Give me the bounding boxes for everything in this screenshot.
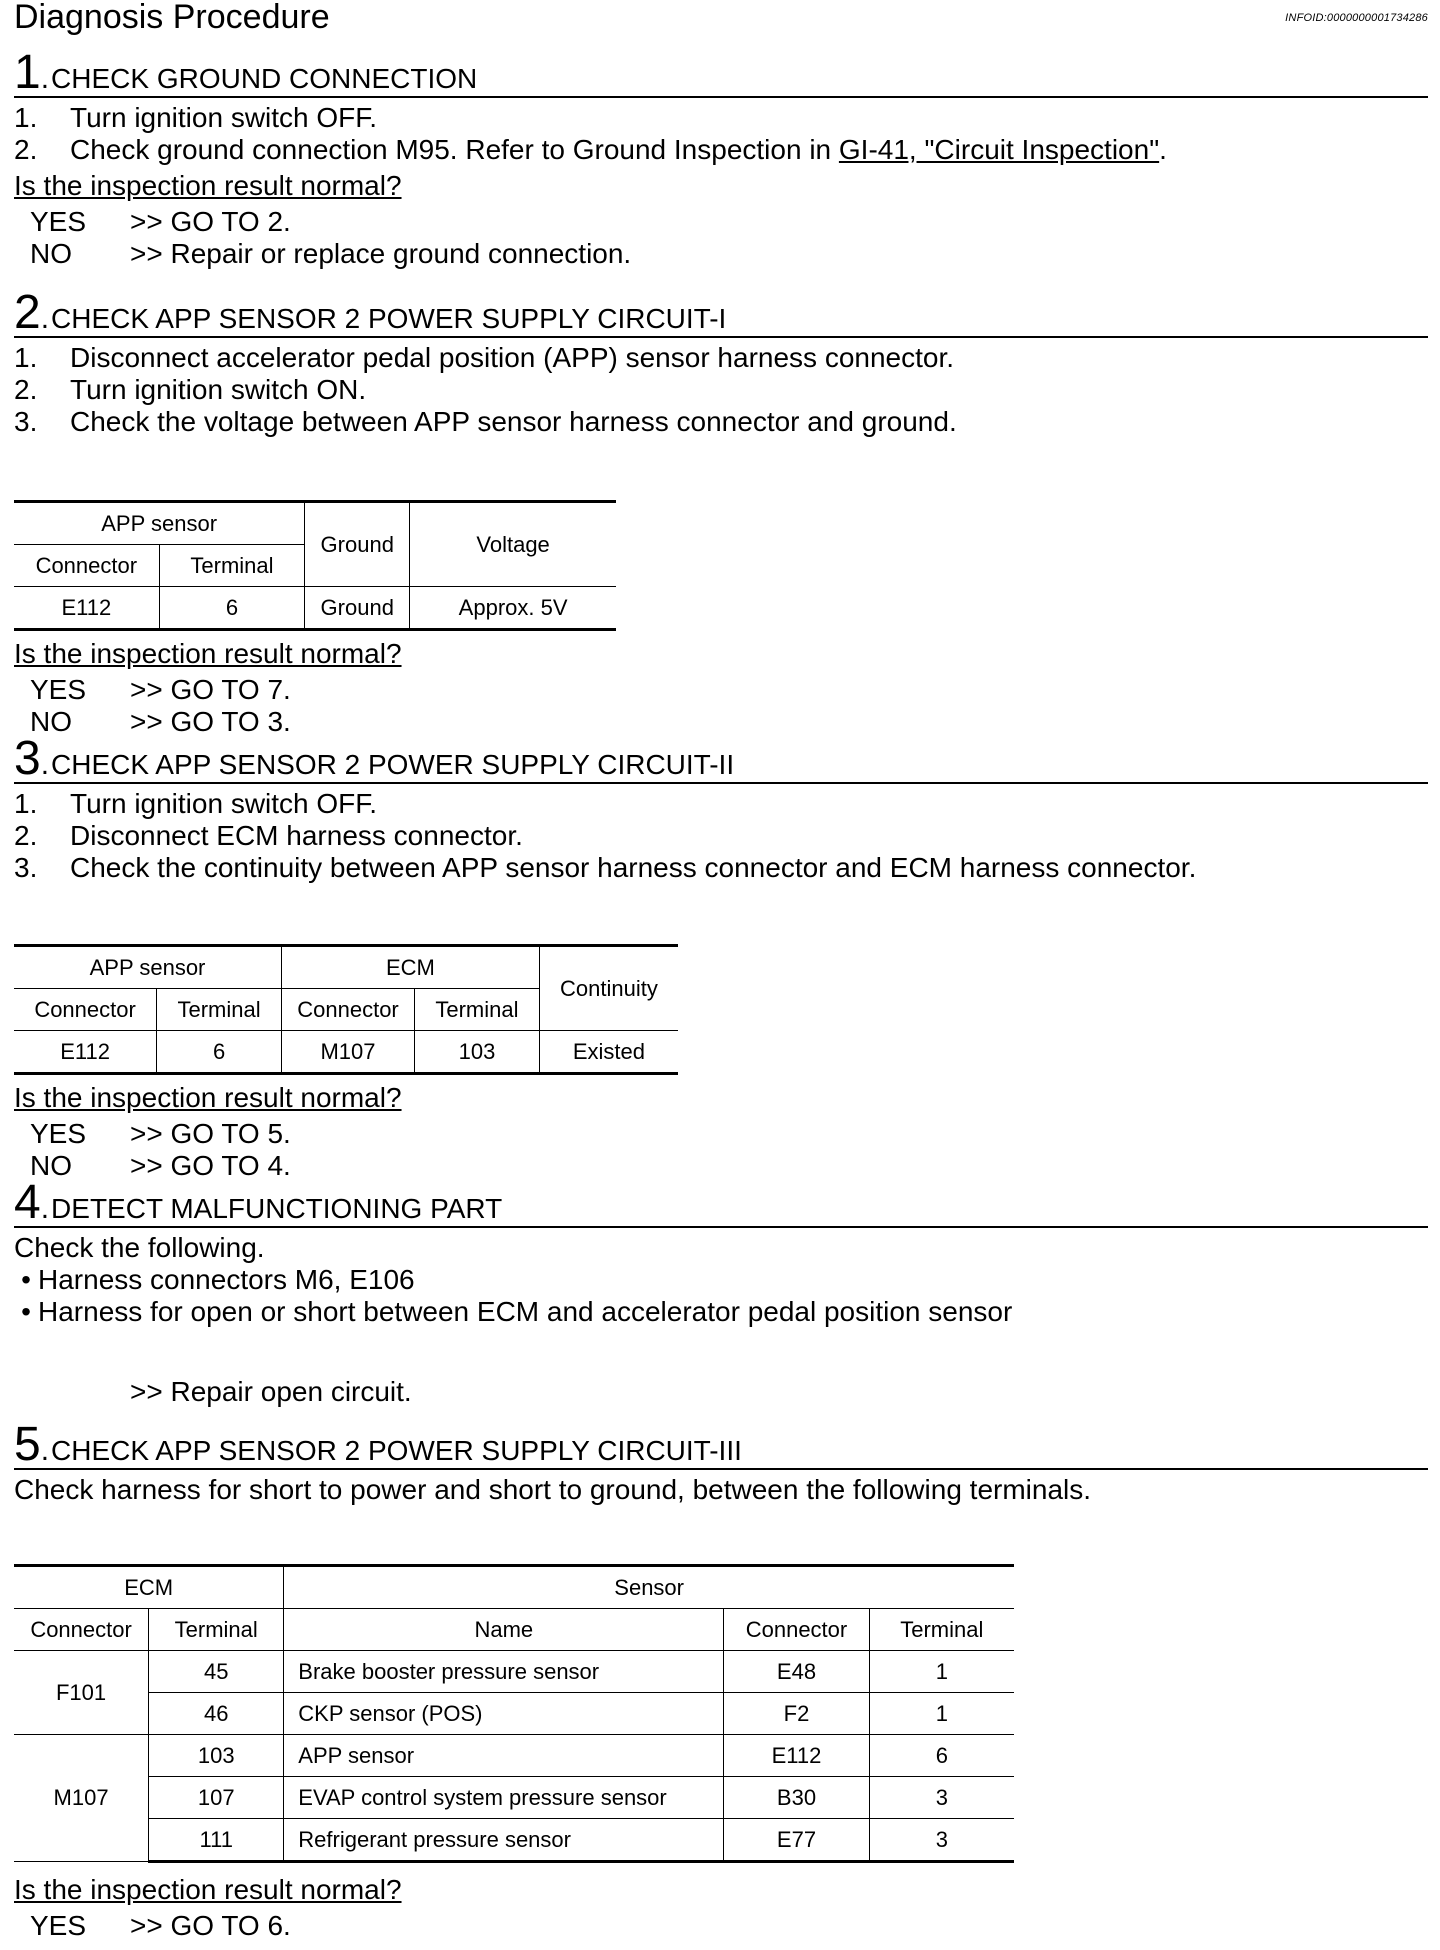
step-2-result [14, 634, 714, 738]
table-header: Connector [14, 1609, 149, 1651]
answer-yes: YES >> GO TO 5. [30, 1118, 291, 1149]
table-header: ECM [282, 946, 540, 989]
repair-result: >> Repair open circuit. [130, 1376, 412, 1407]
list-item: 3. Check the voltage between APP sensor harness connector and ground. [14, 406, 957, 437]
list-item: • Harness for open or short between ECM and accelerator pedal position sensor [21, 1296, 1013, 1327]
step-number: 3 [14, 732, 41, 785]
answer-list [14, 674, 714, 738]
list-item: 2. Turn ignition switch ON. [14, 374, 367, 405]
answer-no: NO >> Repair or replace ground connection. [30, 238, 632, 269]
instruction-list [14, 342, 1428, 438]
table-cell: B30 [724, 1777, 869, 1819]
table-header: Connector [724, 1609, 869, 1651]
table-header: Terminal [149, 1609, 284, 1651]
list-item: 1. Turn ignition switch OFF. [14, 788, 378, 819]
table-cell: Ground [305, 587, 410, 630]
table-row [14, 1819, 1014, 1862]
table-cell: Approx. 5V [410, 587, 616, 630]
table-cell: E112 [14, 587, 159, 630]
answer-no: NO >> GO TO 3. [30, 706, 291, 737]
table-row [14, 1651, 1014, 1693]
step-heading: 2 . CHECK APP SENSOR 2 POWER SUPPLY CIRCUIT-I [14, 290, 1428, 338]
list-item: 2. Check ground connection M95. Refer to Ground Inspection in GI-41, "Circuit Inspection". [14, 134, 1167, 165]
step-heading: 5 . CHECK APP SENSOR 2 POWER SUPPLY CIRCUIT-III [14, 1422, 1428, 1470]
answer-list [14, 1118, 714, 1182]
step-title: DETECT MALFUNCTIONING PART [51, 1193, 503, 1224]
table-cell: F101 [14, 1651, 149, 1735]
step-title: CHECK GROUND CONNECTION [51, 63, 478, 94]
bullet-list [14, 1264, 1428, 1328]
table-row [14, 587, 616, 630]
step-number: 2 [14, 286, 41, 339]
inspection-question: Is the inspection result normal? [14, 638, 402, 669]
voltage-table [14, 500, 616, 631]
instruction-list [14, 788, 1428, 884]
table-header: Ground [305, 502, 410, 587]
table-cell: 111 [149, 1819, 284, 1862]
table-cell: 45 [149, 1651, 284, 1693]
table-cell: E48 [724, 1651, 869, 1693]
short-check-table [14, 1564, 1014, 1863]
table-row [14, 1031, 678, 1074]
step-2 [14, 286, 1428, 737]
table-row [14, 1777, 1014, 1819]
answer-no: NO >> GO TO 4. [30, 1150, 291, 1181]
table-cell: E112 [724, 1735, 869, 1777]
reference-link[interactable]: GI-41, "Circuit Inspection" [838, 134, 1160, 165]
table-header: Terminal [157, 989, 282, 1031]
step-title: CHECK APP SENSOR 2 POWER SUPPLY CIRCUIT-III [51, 1435, 742, 1466]
table-header: Terminal [869, 1609, 1014, 1651]
table-cell: 1 [869, 1693, 1014, 1735]
table-cell: F2 [724, 1693, 869, 1735]
step-3-result [14, 1078, 714, 1182]
table-header: Connector [282, 989, 415, 1031]
table-cell: 3 [869, 1819, 1014, 1862]
step-5-result [14, 1870, 714, 1942]
step-1 [14, 46, 1428, 270]
inspection-question: Is the inspection result normal? [14, 170, 402, 201]
list-item: 3. Check the continuity between APP sensor harness connector and ECM harness connector. [14, 852, 1197, 883]
step-number: 5 [14, 1418, 41, 1471]
step-number: 4 [14, 1176, 41, 1229]
table-row [14, 1735, 1014, 1777]
table-cell: Refrigerant pressure sensor [284, 1819, 724, 1862]
answer-yes: YES >> GO TO 6. [30, 1910, 291, 1941]
answer-list [14, 1910, 714, 1942]
continuity-table [14, 944, 678, 1075]
answer-list [14, 206, 1428, 270]
answer-yes: YES >> GO TO 2. [30, 206, 291, 237]
table-cell: 6 [869, 1735, 1014, 1777]
step-heading: 3 . CHECK APP SENSOR 2 POWER SUPPLY CIRCUIT-II [14, 736, 1428, 784]
step-title: CHECK APP SENSOR 2 POWER SUPPLY CIRCUIT-I [51, 303, 727, 334]
answer-yes: YES >> GO TO 7. [30, 674, 291, 705]
list-item: 2. Disconnect ECM harness connector. [14, 820, 523, 851]
table-cell: EVAP control system pressure sensor [284, 1777, 724, 1819]
list-item: 1. Disconnect accelerator pedal position (APP) sensor harness connector. [14, 342, 955, 373]
step-number: 1 [14, 46, 41, 99]
table-cell: Existed [539, 1031, 678, 1074]
step-heading: 4 . DETECT MALFUNCTIONING PART [14, 1180, 1428, 1228]
table-cell: 103 [149, 1735, 284, 1777]
table-header: APP sensor [14, 502, 305, 545]
table-header: ECM [14, 1566, 284, 1609]
table-cell: M107 [282, 1031, 415, 1074]
step-5 [14, 1418, 1428, 1941]
inspection-question: Is the inspection result normal? [14, 1082, 402, 1113]
list-item: • Harness connectors M6, E106 [21, 1264, 415, 1295]
table-cell: 6 [157, 1031, 282, 1074]
table-header: Connector [14, 545, 159, 587]
table-cell: 103 [415, 1031, 540, 1074]
table-cell: Brake booster pressure sensor [284, 1651, 724, 1693]
table-header: Continuity [539, 946, 678, 1031]
instruction-list [14, 102, 1428, 166]
table-cell: CKP sensor (POS) [284, 1693, 724, 1735]
table-cell: E77 [724, 1819, 869, 1862]
check-intro: Check the following. [14, 1232, 265, 1263]
table-cell: APP sensor [284, 1735, 724, 1777]
table-row [14, 1693, 1014, 1735]
table-cell: E112 [14, 1031, 157, 1074]
inspection-question: Is the inspection result normal? [14, 1874, 402, 1905]
table-header: APP sensor [14, 946, 282, 989]
step-heading: 1 . CHECK GROUND CONNECTION [14, 50, 1428, 98]
table-cell: 6 [159, 587, 305, 630]
info-id: INFOID:0000000001734286 [1285, 12, 1428, 24]
step-3 [14, 732, 1428, 1181]
table-cell: M107 [14, 1735, 149, 1862]
table-header: Voltage [410, 502, 616, 587]
table-header: Sensor [284, 1566, 1014, 1609]
table-header: Terminal [159, 545, 305, 587]
table-header: Connector [14, 989, 157, 1031]
table-cell: 3 [869, 1777, 1014, 1819]
list-item: 1. Turn ignition switch OFF. [14, 102, 378, 133]
table-cell: 46 [149, 1693, 284, 1735]
check-intro: Check harness for short to power and short to ground, between the following terminals. [14, 1474, 1092, 1505]
step-title: CHECK APP SENSOR 2 POWER SUPPLY CIRCUIT-II [51, 749, 735, 780]
table-header: Terminal [415, 989, 540, 1031]
table-header: Name [284, 1609, 724, 1651]
step-4 [14, 1176, 1428, 1408]
page-title: Diagnosis Procedure [14, 0, 330, 36]
table-cell: 1 [869, 1651, 1014, 1693]
table-cell: 107 [149, 1777, 284, 1819]
